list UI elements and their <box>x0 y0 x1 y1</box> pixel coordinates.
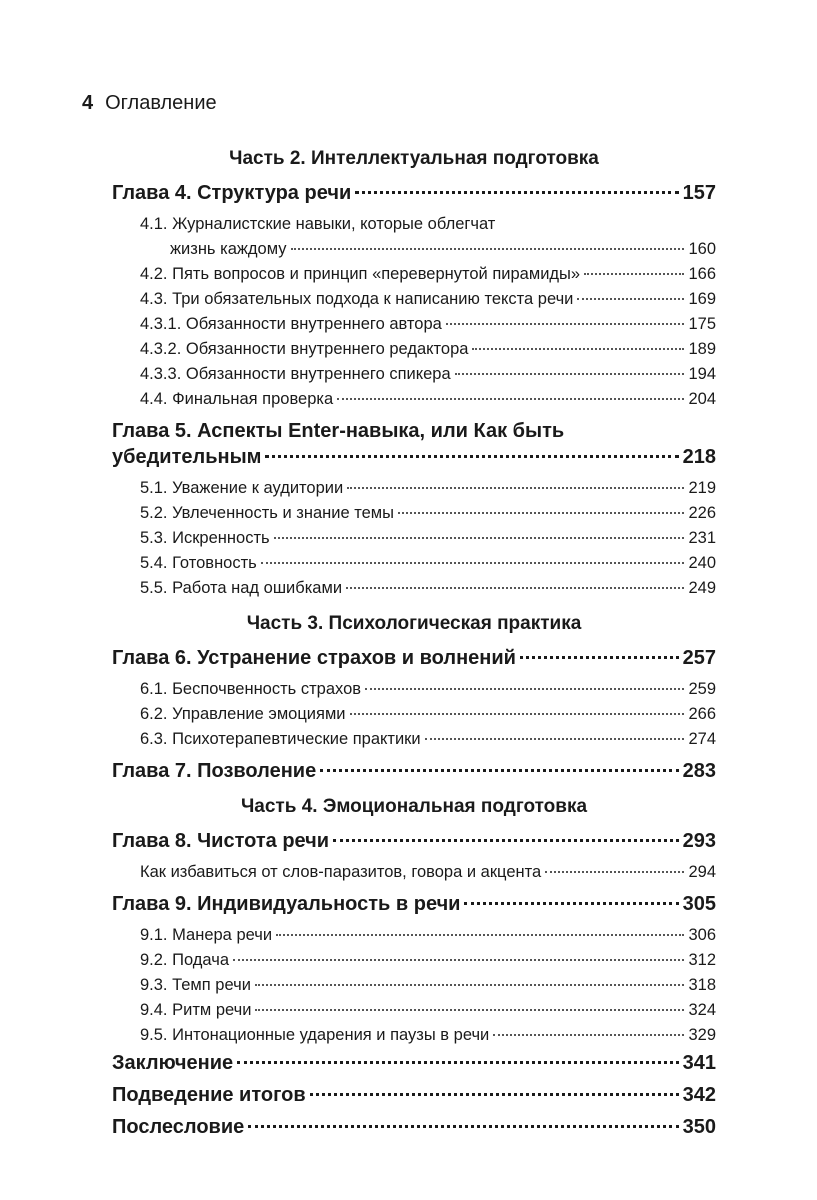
dot-leader <box>346 587 684 589</box>
dot-leader <box>493 1034 684 1036</box>
section-entry[interactable] <box>112 1023 716 1048</box>
section-title: 9.2. Подача <box>140 951 229 969</box>
dot-leader <box>255 1009 684 1011</box>
page-ref: 305 <box>682 893 716 915</box>
dot-leader <box>398 512 685 514</box>
page-ref: 226 <box>688 504 716 522</box>
section-entry[interactable] <box>112 923 716 948</box>
dot-leader <box>255 984 685 986</box>
section-title: 9.5. Интонационные ударения и паузы в речи <box>140 1026 490 1044</box>
chapter-entry[interactable] <box>112 1114 716 1140</box>
page-ref: 318 <box>688 976 716 994</box>
page-ref: 293 <box>682 830 716 852</box>
section-title: 6.2. Управление эмоциями <box>140 705 346 723</box>
section-entry[interactable] <box>112 551 716 576</box>
page-ref: 231 <box>688 529 716 547</box>
page-ref: 266 <box>688 705 716 723</box>
page-ref: 257 <box>682 647 716 669</box>
chapter-entry[interactable] <box>112 758 716 784</box>
dot-leader <box>520 656 679 659</box>
dot-leader <box>577 298 684 300</box>
chapter-title: Послесловие <box>112 1116 245 1138</box>
section-title: 4.3.3. Обязанности внутреннего спикера <box>140 365 451 383</box>
part-heading: Часть 4. Эмоциональная подготовка <box>240 796 588 817</box>
section-entry[interactable] <box>112 860 716 885</box>
chapter-entry[interactable] <box>112 828 716 854</box>
page-ref: 350 <box>682 1116 716 1138</box>
dot-leader <box>350 713 685 715</box>
section-title: 5.5. Работа над ошибками <box>140 579 343 597</box>
chapter-title: Глава 4. Структура речи <box>112 182 352 204</box>
section-title: 5.2. Увлеченность и знание темы <box>140 504 394 522</box>
section-title: 5.1. Уважение к аудитории <box>140 479 344 497</box>
section-title: 4.4. Финальная проверка <box>140 390 334 408</box>
section-title-continued: жизнь каждому <box>170 240 287 258</box>
section-entry[interactable] <box>112 702 716 727</box>
dot-leader <box>355 191 678 194</box>
section-entry[interactable] <box>112 387 716 412</box>
page-ref: 189 <box>688 340 716 358</box>
section-entry[interactable] <box>112 312 716 337</box>
page-ref: 218 <box>682 446 716 468</box>
section-entry[interactable] <box>112 998 716 1023</box>
section-list <box>112 860 716 885</box>
dot-leader <box>248 1125 678 1128</box>
page-ref: 240 <box>688 554 716 572</box>
dot-leader <box>291 248 685 250</box>
section-entry[interactable] <box>112 476 716 501</box>
section-title: 4.1. Журналистские навыки, которые облегчат <box>140 215 496 233</box>
chapter-title: Подведение итогов <box>112 1084 306 1106</box>
dot-leader <box>337 398 684 400</box>
dot-leader <box>446 323 685 325</box>
section-entry[interactable] <box>112 948 716 973</box>
section-title: 5.3. Искренность <box>140 529 270 547</box>
section-list <box>112 476 716 601</box>
section-title: 4.2. Пять вопросов и принцип «перевернутой пирамиды» <box>140 265 581 283</box>
page-ref: 283 <box>682 760 716 782</box>
dot-leader <box>265 455 678 458</box>
section-list <box>112 923 716 1048</box>
dot-leader <box>464 902 678 905</box>
chapter-entry[interactable] <box>112 1050 716 1076</box>
page-ref: 329 <box>688 1026 716 1044</box>
section-title: 4.3. Три обязательных подхода к написанию текста речи <box>140 290 574 308</box>
dot-leader <box>455 373 685 375</box>
chapter-title: Глава 5. Аспекты Enter-навыка, или Как быть <box>112 420 565 442</box>
dot-leader <box>333 839 679 842</box>
dot-leader <box>261 562 685 564</box>
section-list <box>112 212 716 412</box>
page-ref: 342 <box>682 1084 716 1106</box>
chapter-entry[interactable] <box>112 891 716 917</box>
page-ref: 274 <box>688 730 716 748</box>
section-entry[interactable] <box>112 526 716 551</box>
chapter-entry[interactable] <box>112 180 716 206</box>
section-entry[interactable] <box>112 973 716 998</box>
page-ref: 312 <box>688 951 716 969</box>
section-title: 6.3. Психотерапевтические практики <box>140 730 421 748</box>
dot-leader <box>584 273 684 275</box>
page-ref: 219 <box>688 479 716 497</box>
section-title: 9.4. Ритм речи <box>140 1001 252 1019</box>
section-entry[interactable] <box>112 212 716 262</box>
section-entry[interactable] <box>112 677 716 702</box>
section-title: 9.3. Темп речи <box>140 976 251 994</box>
page-ref: 175 <box>688 315 716 333</box>
chapter-title: Глава 7. Позволение <box>112 760 317 782</box>
page-ref: 294 <box>688 863 716 881</box>
page-ref: 204 <box>688 390 716 408</box>
part-heading: Часть 2. Интеллектуальная подготовка <box>229 148 599 169</box>
section-title: Как избавиться от слов-паразитов, говора и акцента <box>140 863 542 881</box>
chapter-title: Глава 9. Индивидуальность в речи <box>112 893 461 915</box>
dot-leader <box>320 769 678 772</box>
section-title: 9.1. Манера речи <box>140 926 273 944</box>
section-title: 6.1. Беспочвенность страхов <box>140 680 362 698</box>
page-ref: 324 <box>688 1001 716 1019</box>
section-entry[interactable] <box>112 576 716 601</box>
dot-leader <box>274 537 685 539</box>
dot-leader <box>233 959 684 961</box>
dot-leader <box>472 348 684 350</box>
dot-leader <box>347 487 684 489</box>
section-entry[interactable] <box>112 337 716 362</box>
dot-leader <box>310 1093 679 1096</box>
page-ref: 157 <box>682 182 716 204</box>
page-ref: 169 <box>688 290 716 308</box>
section-entry[interactable] <box>112 362 716 387</box>
chapter-title: Глава 8. Чистота речи <box>112 830 330 852</box>
chapter-title-continued: убедительным <box>112 446 262 468</box>
section-entry[interactable] <box>112 262 716 287</box>
dot-leader <box>425 738 685 740</box>
section-entry[interactable] <box>112 727 716 752</box>
page-ref: 194 <box>688 365 716 383</box>
part-heading: Часть 3. Психологическая практика <box>246 613 582 634</box>
page-number: 4 <box>82 92 94 114</box>
chapter-entry[interactable] <box>112 418 716 470</box>
section-entry[interactable] <box>112 287 716 312</box>
page-ref: 249 <box>688 579 716 597</box>
section-title: 4.3.2. Обязанности внутреннего редактора <box>140 340 469 358</box>
page-ref: 306 <box>688 926 716 944</box>
section-title: 4.3.1. Обязанности внутреннего автора <box>140 315 442 333</box>
page-ref: 160 <box>688 240 716 258</box>
dot-leader <box>365 688 684 690</box>
page-ref: 341 <box>682 1052 716 1074</box>
section-list <box>112 677 716 752</box>
dot-leader <box>237 1061 678 1064</box>
section-entry[interactable] <box>112 501 716 526</box>
page-header <box>82 92 217 115</box>
page-title: Оглавление <box>105 92 217 114</box>
section-title: 5.4. Готовность <box>140 554 257 572</box>
dot-leader <box>276 934 684 936</box>
table-of-contents <box>112 146 716 1146</box>
dot-leader <box>545 871 684 873</box>
chapter-title: Заключение <box>112 1052 234 1074</box>
page-ref: 259 <box>688 680 716 698</box>
chapter-title: Глава 6. Устранение страхов и волнений <box>112 647 516 669</box>
chapter-entry[interactable] <box>112 1082 716 1108</box>
page-ref: 166 <box>688 265 716 283</box>
chapter-entry[interactable] <box>112 645 716 671</box>
